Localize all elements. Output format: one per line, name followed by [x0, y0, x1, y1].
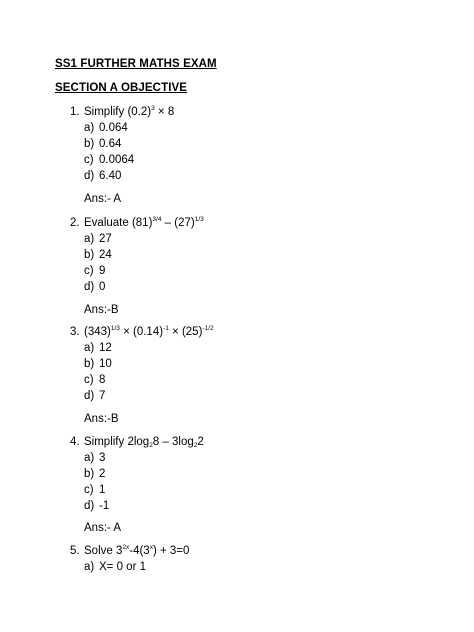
- option-letter: d): [84, 500, 95, 512]
- option-text: 12: [99, 342, 112, 354]
- option-letter: a): [84, 452, 95, 464]
- question-number: 5.: [70, 545, 80, 557]
- option-text: 1: [99, 484, 106, 496]
- option-letter: d): [84, 281, 95, 293]
- question-stem: Simplify $(0.2)^3 \times 8$: [84, 105, 175, 118]
- option-letter: a): [84, 233, 95, 245]
- option-letter: c): [84, 374, 94, 386]
- option-letter: d): [84, 390, 95, 402]
- question-number: 2.: [70, 217, 80, 229]
- option-letter: b): [84, 138, 95, 150]
- section-heading: SECTION A OBJECTIVE: [55, 82, 188, 94]
- document-title: SS1 FURTHER MATHS EXAM: [55, 58, 217, 70]
- option-text: X= 0 or 1: [99, 561, 146, 573]
- question-stem: Evaluate $(81)^{3/4} - (27)^{1/3}$: [84, 216, 204, 229]
- option-text: 7: [99, 390, 106, 402]
- option-text: 10: [99, 358, 112, 370]
- option-letter: b): [84, 249, 95, 261]
- option-text: 3: [99, 452, 106, 464]
- option-text: 24: [99, 249, 112, 261]
- answer-text: Ans:- A: [84, 193, 122, 205]
- answer-text: Ans:-B: [84, 413, 119, 425]
- option-letter: a): [84, 122, 95, 134]
- option-letter: c): [84, 154, 94, 166]
- answer-text: Ans:-B: [84, 304, 119, 316]
- option-letter: d): [84, 170, 95, 182]
- option-text: 27: [99, 233, 112, 245]
- question-stem: $(343)^{1/3} \times (0.14)^{-1} \times (25)^{-1/2}$: [84, 325, 214, 338]
- option-text: 0.0064: [99, 154, 135, 166]
- option-letter: c): [84, 265, 94, 277]
- option-text: -1: [99, 500, 110, 512]
- option-letter: b): [84, 468, 95, 480]
- option-letter: c): [84, 484, 94, 496]
- option-text: 6.40: [99, 170, 122, 182]
- option-text: 9: [99, 265, 106, 277]
- question-stem: Solve $3^{2x}-4(3^x) + 3=0$: [84, 544, 190, 557]
- option-letter: a): [84, 561, 95, 573]
- option-text: 0.64: [99, 138, 122, 150]
- option-text: 2: [99, 468, 106, 480]
- option-text: 0.064: [99, 122, 128, 134]
- answer-text: Ans:- A: [84, 522, 122, 534]
- option-letter: a): [84, 342, 95, 354]
- option-text: 8: [99, 374, 106, 386]
- option-letter: b): [84, 358, 95, 370]
- option-text: 0: [99, 281, 106, 293]
- question-number: 4.: [70, 436, 80, 448]
- question-number: 3.: [70, 326, 80, 338]
- question-number: 1.: [70, 106, 80, 118]
- question-stem: Simplify $2\log_28 - 3\log_22$: [84, 436, 204, 449]
